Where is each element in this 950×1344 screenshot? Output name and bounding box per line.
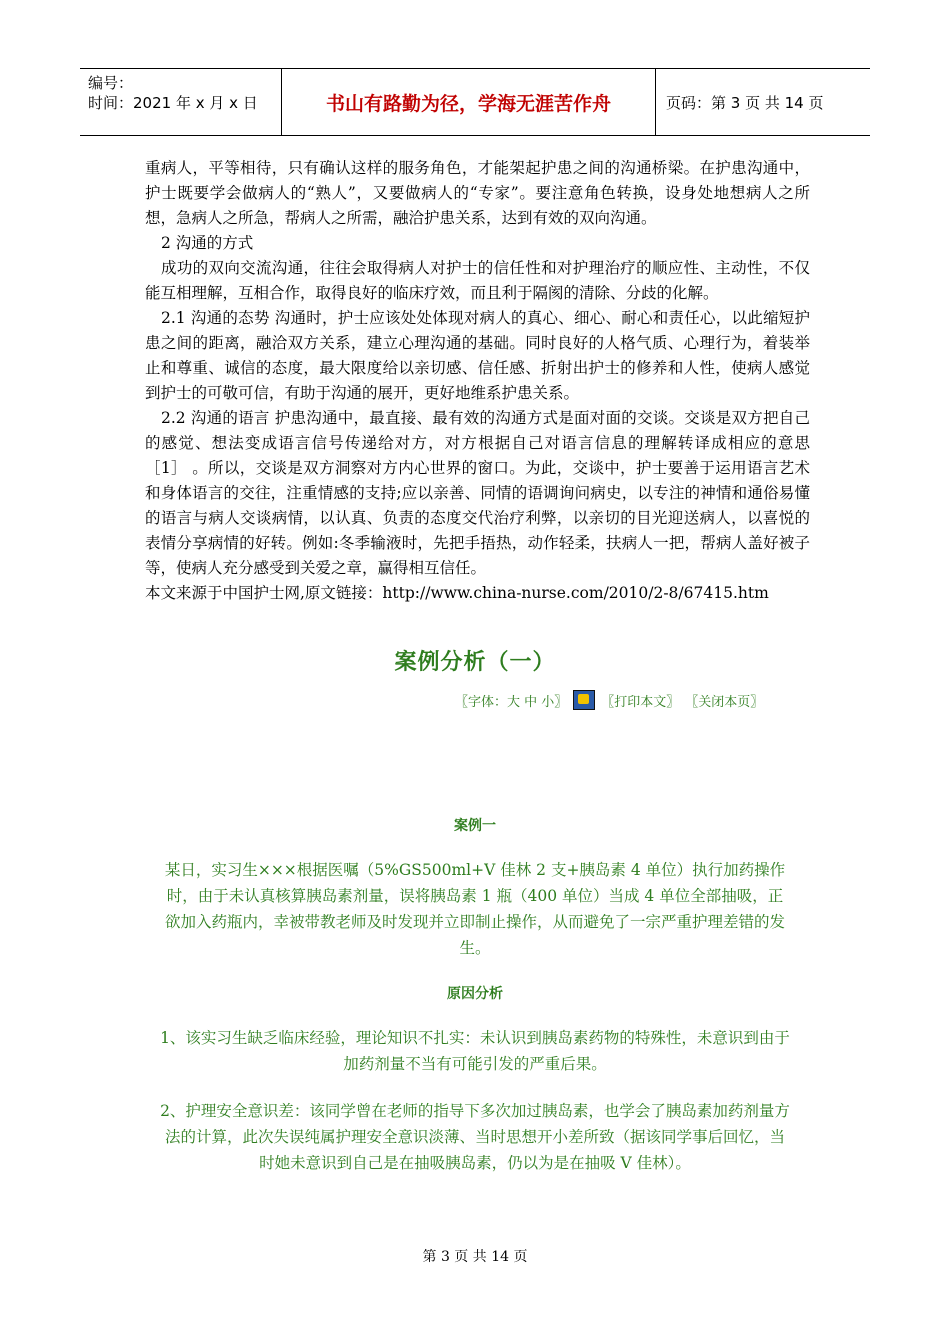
section-heading: 2 沟通的方式 <box>161 234 254 252</box>
header-left-cell <box>80 69 282 135</box>
paragraph-4: 2.2 沟通的语言 护患沟通中，最直接、最有效的沟通方式是面对面的交谈。交谈是双方把自己的感觉、想法变成语言信号传递给对方，对方根据自己对语言信息的理解转译成相应的意思 ［1］ 。所以，交谈是双方洞察对方内心世界的窗口。为此，交谈中，护士要善于运用语言艺术和身体语言的交往，注重情感的支持;应以亲善、同情的语调询问病史，以专注的神情和通俗易懂的语言与病人交谈病情，以认真、负责的态度交代治疗利弊，以亲切的目光迎送病人，以喜悦的表情分享病情的好转。例如:冬季输液时，先把手捂热，动作轻柔，扶病人一把，帮病人盖好被子等，使病人充分感受到关爱之章，赢得相互信任。 <box>145 409 810 577</box>
font-size-links[interactable]: 〖字体：大 中 小〗 <box>455 694 568 710</box>
reason-1: 1、该实习生缺乏临床经验，理论知识不扎实：未认识到胰岛素药物的特殊性，未意识到由于加药剂量不当有可能引发的严重后果。 <box>160 1029 790 1073</box>
reason-2: 2、护理安全意识差：该同学曾在老师的指导下多次加过胰岛素，也学会了胰岛素加药剂量方法的计算，此次失误纯属护理安全意识淡薄、当时思想开小差所致（据该同学事后回忆，当时她未意识到自己是在抽吸胰岛素，仍以为是在抽吸 V 佳林）。 <box>160 1102 790 1172</box>
close-link[interactable]: 〖关闭本页〗 <box>685 694 764 710</box>
paragraph-3: 2.1 沟通的态势 沟通时，护士应该处处体现对病人的真心、细心、耐心和责任心，以此缩短护患之间的距离，融洽双方关系，建立心理沟通的基础。同时良好的人格气质、心理行为，着装举止和尊重、诚信的态度，最大限度给以亲切感、信任感、折射出护士的修养和人性，使病人感觉到护士的可敬可信，有助于沟通的展开，更好地维系护患关系。 <box>145 309 810 402</box>
time-label: 时间：2021 年 x 月 x 日 <box>88 94 258 112</box>
page-label: 页码：第 3 页 共 14 页 <box>666 93 824 112</box>
motto: 书山有路勤为径，学海无涯苦作舟 <box>282 69 656 135</box>
article-title: 案例分析（一） <box>394 650 556 675</box>
source-line: 本文来源于中国护士网,原文链接：http://www.china-nurse.com/2010/2-8/67415.htm <box>145 584 769 602</box>
article-toolbar <box>455 690 763 710</box>
print-link[interactable]: 〖打印本文〗 <box>601 694 680 710</box>
paragraph-2: 成功的双向交流沟通，往往会取得病人对护士的信任性和对护理治疗的顺应性、主动性，不仅能互相理解，互相合作，取得良好的临床疗效，而且利于隔阂的清除、分歧的化解。 <box>145 259 810 302</box>
reason-heading: 原因分析 <box>447 986 503 1002</box>
header-table <box>80 68 870 136</box>
case-text: 某日，实习生×××根据医嘱（5%GS500ml+V 佳林 2 支+胰岛素 4 单位）执行加药操作时，由于未认真核算胰岛素剂量，误将胰岛素 1 瓶（400 单位）当成 4 单位全部抽吸，正欲加入药瓶内，幸被带教老师及时发现并立即制止操作，从而避免了一宗严重护理差错的发生。 <box>164 861 786 957</box>
body-text <box>145 156 810 606</box>
number-label: 编号： <box>88 74 134 92</box>
page-footer: 第 3 页 共 14 页 <box>422 1249 528 1265</box>
case-heading: 案例一 <box>454 818 496 834</box>
print-icon[interactable] <box>573 690 595 710</box>
paragraph-1: 重病人，平等相待，只有确认这样的服务角色，才能架起护患之间的沟通桥梁。在护患沟通中，护士既要学会做病人的“熟人”，又要做病人的“专家”。要注意角色转换，设身处地想病人之所想，急病人之所急，帮病人之所需，融洽护患关系，达到有效的双向沟通。 <box>145 159 810 227</box>
